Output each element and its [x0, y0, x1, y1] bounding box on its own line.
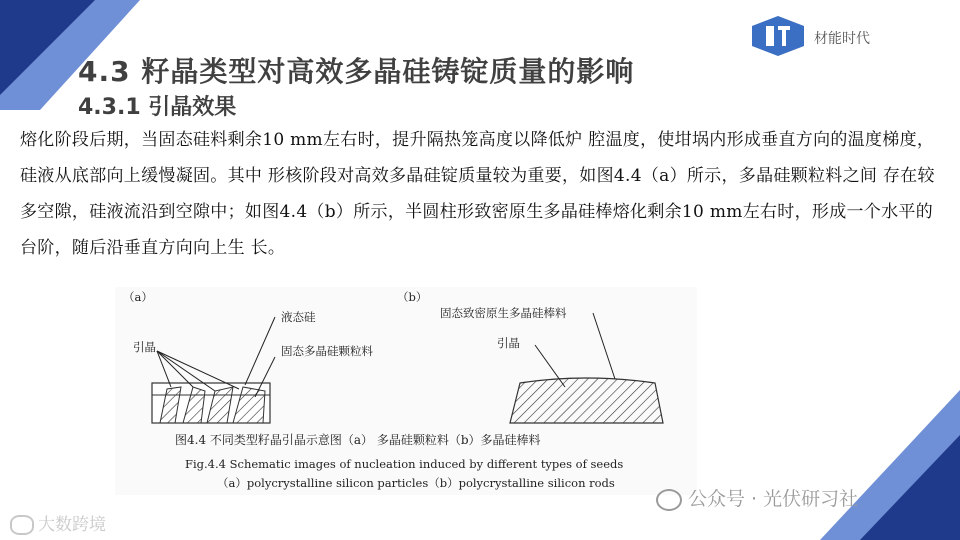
brand-name: 材能时代 [814, 31, 870, 47]
nucleation-arrows-b [535, 313, 615, 387]
label-nucleation-a: 引晶 [133, 340, 156, 354]
wechat-icon [656, 489, 682, 511]
label-particles: 固态多晶硅颗粒料 [281, 344, 373, 358]
label-liquid-silicon: 液态硅 [281, 310, 316, 324]
body-paragraph: 熔化阶段后期，当固态硅料剩余10 mm左右时，提升隔热笼高度以降低炉 腔温度，使坩埚内形成垂直方向的温度梯度，硅液从底部向上缓慢凝固。其中 形核阶段对高效多晶硅锭质量较为重要，如图4.4（a）所示，多晶硅颗粒料之间 存在较多空隙，硅液流沿到空隙中；如图4.4（b）所示，半圆柱形致密原生多晶硅棒熔化剩余10 mm左右时，形成一个水平的台阶，随后沿垂直方向向上生 长。 [20, 130, 935, 258]
watermark-logo-icon [10, 515, 34, 535]
caption-en-2: （a）polycrystalline silicon particles（b）polycrystalline silicon rods [217, 476, 615, 490]
figure-diagram [115, 287, 697, 437]
watermark-bottom-left: 大数跨境 [10, 510, 106, 535]
bottom-right-decoration [820, 390, 960, 540]
caption-en-1: Fig.4.4 Schematic images of nucleation induced by different types of seeds [185, 457, 624, 471]
label-rod: 固态致密原生多晶硅棒料 [440, 306, 567, 320]
panel-b-tag: （b） [397, 290, 428, 304]
slide-title: 4.3 籽晶类型对高效多晶硅铸锭质量的影响 [78, 55, 635, 88]
panel-a-tag: （a） [123, 290, 153, 304]
panel-b-diagram [510, 313, 663, 423]
figure-4-4 [115, 287, 697, 495]
watermark-wechat: 公众号 · 光伏研习社 [656, 484, 858, 511]
slide-subtitle: 4.3.1 引晶效果 [78, 95, 237, 120]
panel-a-diagram [152, 317, 275, 423]
caption-cn: 图4.4 不同类型籽晶引晶示意图（a） 多晶硅颗粒料（b）多晶硅棒料 [175, 433, 541, 447]
label-nucleation-b: 引晶 [497, 336, 520, 350]
brand-logo-icon [752, 16, 804, 56]
